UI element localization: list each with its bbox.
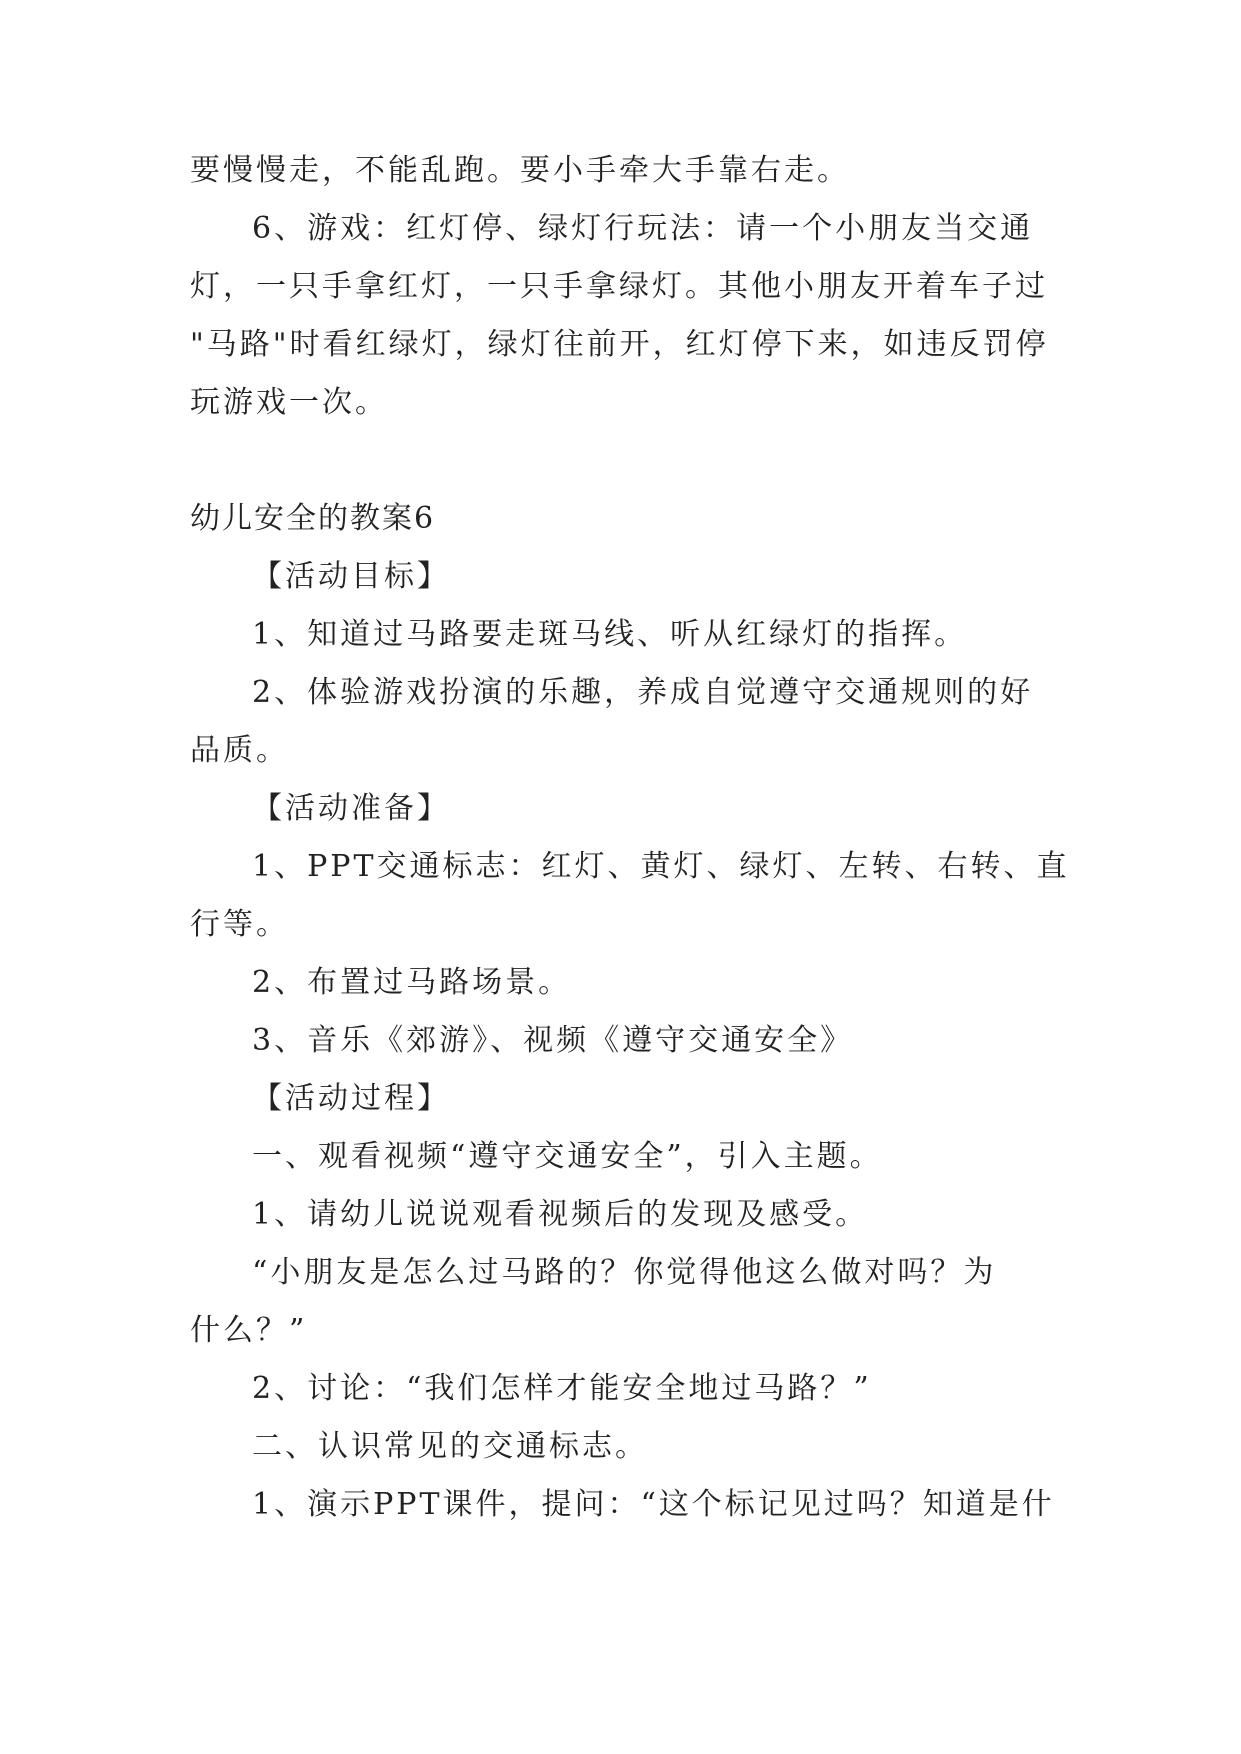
paragraph-line: 2、体验游戏扮演的乐趣，养成自觉遵守交通规则的好 bbox=[252, 675, 1034, 710]
paragraph-line: 玩游戏一次。 bbox=[190, 385, 388, 420]
subsection-heading: 【活动过程】 bbox=[252, 1081, 450, 1116]
paragraph-line: 行等。 bbox=[190, 907, 289, 942]
paragraph-line: 2、布置过马路场景。 bbox=[252, 965, 572, 1000]
paragraph-line: 3、音乐《郊游》、视频《遵守交通安全》 bbox=[252, 1023, 854, 1058]
paragraph-line: “小朋友是怎么过马路的？你觉得他这么做对吗？为 bbox=[252, 1255, 997, 1290]
paragraph-line: 1、演示PPT课件，提问：“这个标记见过吗？知道是什 bbox=[252, 1487, 1055, 1522]
paragraph-line: 什么？” bbox=[190, 1313, 308, 1348]
paragraph-line: 灯，一只手拿红灯，一只手拿绿灯。其他小朋友开着车子过 bbox=[190, 269, 1048, 304]
paragraph-line: 1、PPT交通标志：红灯、黄灯、绿灯、左转、右转、直 bbox=[252, 849, 1070, 884]
paragraph-line: 要慢慢走，不能乱跑。要小手牵大手靠右走。 bbox=[190, 153, 850, 188]
paragraph-line: 一、观看视频“遵守交通安全”，引入主题。 bbox=[252, 1139, 883, 1174]
paragraph-line: 1、请幼儿说说观看视频后的发现及感受。 bbox=[252, 1197, 869, 1232]
paragraph-line: 2、讨论：“我们怎样才能安全地过马路？” bbox=[252, 1371, 872, 1406]
paragraph-line: 二、认识常见的交通标志。 bbox=[252, 1429, 648, 1464]
subsection-heading: 【活动目标】 bbox=[252, 559, 450, 594]
section-heading: 幼儿安全的教案6 bbox=[190, 501, 436, 536]
paragraph-line: 1、知道过马路要走斑马线、听从红绿灯的指挥。 bbox=[252, 617, 968, 652]
paragraph-line: "马路"时看红绿灯，绿灯往前开，红灯停下来，如违反罚停 bbox=[190, 327, 1049, 362]
paragraph-line: 品质。 bbox=[190, 733, 289, 768]
subsection-heading: 【活动准备】 bbox=[252, 791, 450, 826]
paragraph-line: 6、游戏：红灯停、绿灯行玩法：请一个小朋友当交通 bbox=[252, 211, 1034, 246]
